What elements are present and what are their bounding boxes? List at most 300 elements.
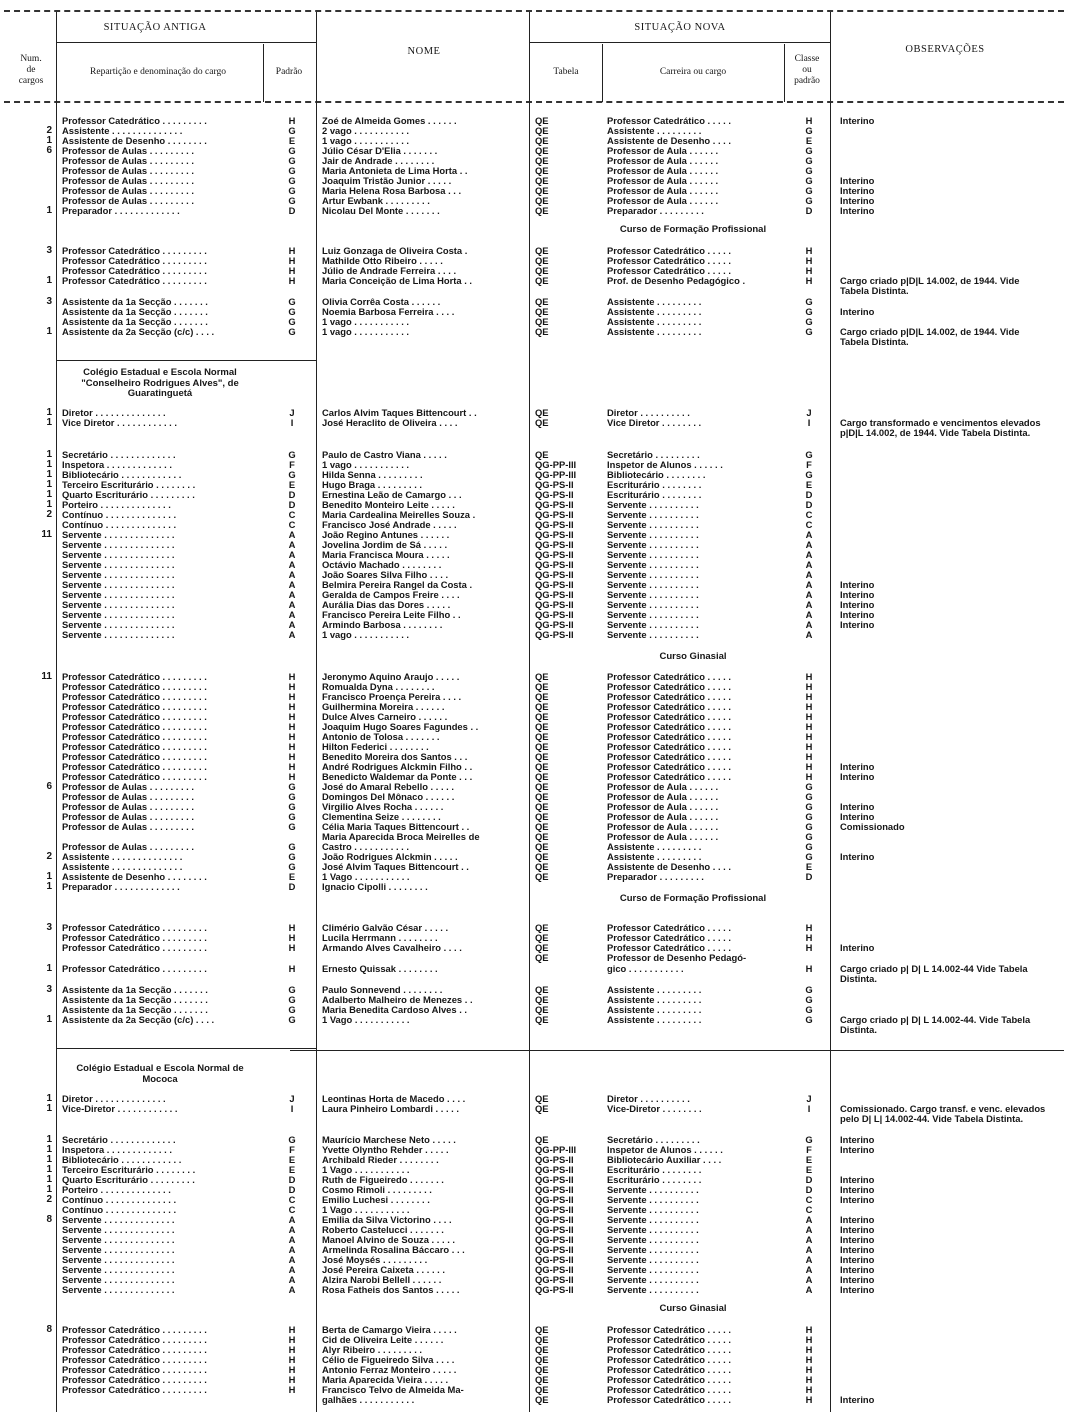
new-class: G xyxy=(805,156,813,166)
new-class: A xyxy=(805,580,813,590)
row-count: 6 xyxy=(46,146,52,156)
old-grade: H xyxy=(288,1335,296,1345)
observation: Interino xyxy=(840,1245,875,1255)
new-position: Assistente . . . . . . . . . xyxy=(607,842,702,852)
observation: Interino xyxy=(840,762,875,772)
observation: Interino xyxy=(840,812,875,822)
table-code: QE xyxy=(535,812,549,822)
employee-name: Ernestina Leão de Camargo . . . xyxy=(322,490,462,500)
table-code: QG-PS-II xyxy=(535,620,574,630)
table-row xyxy=(0,266,1068,276)
employee-name: 1 vago . . . . . . . . . . . xyxy=(322,136,410,146)
employee-name: Francisco Pereira Leite Filho . . xyxy=(322,610,461,620)
old-position: Professor Catedrático . . . . . . . . . xyxy=(62,943,207,953)
table-row xyxy=(0,1165,1068,1175)
table-row xyxy=(0,742,1068,752)
table-code: QE xyxy=(535,772,549,782)
row-count: 3 xyxy=(46,246,52,256)
old-grade: D xyxy=(288,1175,296,1185)
row-count: 1 xyxy=(46,136,52,146)
employee-name: galhães . . . . . . . . . . . xyxy=(322,1395,415,1405)
table-row xyxy=(0,1135,1068,1145)
new-class: H xyxy=(805,712,813,722)
new-class: G xyxy=(805,186,813,196)
new-class: A xyxy=(805,530,813,540)
old-position: Professor Catedrático . . . . . . . . . xyxy=(62,256,207,266)
employee-name: Armando Alves Cavalheiro . . . . xyxy=(322,943,462,953)
heading-curso-formacao-1: Curso de Formação Profissional xyxy=(619,224,767,235)
table-code: QE xyxy=(535,317,549,327)
old-position: Contínuo . . . . . . . . . . . . . . xyxy=(62,520,177,530)
observation: Interino xyxy=(840,1195,875,1205)
old-position: Professor Catedrático . . . . . . . . . xyxy=(62,276,207,286)
old-position: Professor de Aulas . . . . . . . . . xyxy=(62,166,194,176)
employee-name: Paulo Sonnevend . . . . . . . . xyxy=(322,985,443,995)
new-class: C xyxy=(805,1205,813,1215)
employee-name: Maria Conceição de Lima Horta . . xyxy=(322,276,473,286)
new-position: Servente . . . . . . . . . . xyxy=(607,540,699,550)
table-code: QE xyxy=(535,682,549,692)
table-code: QE xyxy=(535,923,549,933)
table-row xyxy=(0,762,1068,772)
row-count: 1 xyxy=(46,418,52,428)
table-code: QG-PS-II xyxy=(535,1155,574,1165)
table-row xyxy=(0,1225,1068,1235)
new-class: G xyxy=(805,802,813,812)
observation: Interino xyxy=(840,852,875,862)
row-count: 1 xyxy=(46,470,52,480)
old-position: Professor de Aulas . . . . . . . . . xyxy=(62,842,194,852)
table-row xyxy=(0,206,1068,216)
table-code: QE xyxy=(535,116,549,126)
old-position: Assistente da 1a Secção . . . . . . . xyxy=(62,307,208,317)
table-code: QE xyxy=(535,146,549,156)
old-position: Contínuo . . . . . . . . . . . . . . xyxy=(62,1195,177,1205)
new-position: Professor Catedrático . . . . . xyxy=(607,672,731,682)
table-code: QG-PS-II xyxy=(535,540,574,550)
new-position: Professor de Aula . . . . . . xyxy=(607,782,719,792)
table-code: QE xyxy=(535,1325,549,1335)
observation: Interino xyxy=(840,1215,875,1225)
table-row xyxy=(0,832,1068,842)
table-row xyxy=(0,1104,1068,1124)
old-position: Professor Catedrático . . . . . . . . . xyxy=(62,672,207,682)
new-position: Diretor . . . . . . . . . . xyxy=(607,408,690,418)
table-row xyxy=(0,610,1068,620)
new-class: H xyxy=(805,1355,813,1365)
old-grade: I xyxy=(290,418,294,428)
new-class: H xyxy=(805,1325,813,1335)
new-position: Professor Catedrático . . . . . xyxy=(607,1385,731,1395)
employee-name: Ernesto Quissak . . . . . . . . xyxy=(322,964,438,974)
old-grade: D xyxy=(288,500,296,510)
table-row xyxy=(0,327,1068,347)
table-row xyxy=(0,722,1068,732)
old-grade: G xyxy=(288,166,296,176)
table-row xyxy=(0,297,1068,307)
heading-curso-ginasial-2: Curso Ginasial xyxy=(659,1303,727,1314)
old-position: Assistente . . . . . . . . . . . . . . xyxy=(62,852,183,862)
employee-name: José Moysés . . . . . . . . . xyxy=(322,1255,428,1265)
old-position: Professor de Aulas . . . . . . . . . xyxy=(62,812,194,822)
table-code: QG-PS-II xyxy=(535,1235,574,1245)
observation: Cargo criado p|D|L 14.002, de 1944. Vide Tabela Distinta. xyxy=(840,276,1020,296)
old-grade: H xyxy=(288,722,296,732)
employee-name: Júlio César D'Elia . . . . . . . xyxy=(322,146,438,156)
old-grade: G xyxy=(288,782,296,792)
old-position: Professor Catedrático . . . . . . . . . xyxy=(62,923,207,933)
new-position: Assistente . . . . . . . . . xyxy=(607,852,702,862)
old-grade: E xyxy=(288,1165,296,1175)
row-count: 2 xyxy=(46,1195,52,1205)
new-position: Assistente . . . . . . . . . xyxy=(607,985,702,995)
new-class: G xyxy=(805,317,813,327)
new-class: H xyxy=(805,762,813,772)
table-row xyxy=(0,1355,1068,1365)
table-code: QG-PS-II xyxy=(535,1245,574,1255)
employee-name: Alyr Ribeiro . . . . . . . . . xyxy=(322,1345,423,1355)
old-grade: H xyxy=(288,116,296,126)
employee-name: Célia Maria Taques Bittencourt . . xyxy=(322,822,470,832)
table-row xyxy=(0,702,1068,712)
table-row xyxy=(0,520,1068,530)
new-class: G xyxy=(805,450,813,460)
table-code: QE xyxy=(535,266,549,276)
new-class: A xyxy=(805,620,813,630)
old-position: Servente . . . . . . . . . . . . . . xyxy=(62,1285,175,1295)
old-position: Servente . . . . . . . . . . . . . . xyxy=(62,1245,175,1255)
row-count: 11 xyxy=(41,530,52,540)
table-row xyxy=(0,872,1068,882)
observation: Interino xyxy=(840,176,875,186)
new-position: Professor Catedrático . . . . . xyxy=(607,1345,731,1355)
observation: Interino xyxy=(840,196,875,206)
table-row xyxy=(0,812,1068,822)
old-position: Servente . . . . . . . . . . . . . . xyxy=(62,630,175,640)
old-position: Professor Catedrático . . . . . . . . . xyxy=(62,712,207,722)
employee-name: 1 vago . . . . . . . . . . . xyxy=(322,317,410,327)
old-grade: E xyxy=(288,872,296,882)
new-class: J xyxy=(806,1094,812,1104)
table-row xyxy=(0,1385,1068,1395)
row-count: 1 xyxy=(46,490,52,500)
new-class: H xyxy=(805,246,813,256)
row-count: 1 xyxy=(46,276,52,286)
new-class: E xyxy=(805,1155,813,1165)
table-code: QG-PS-II xyxy=(535,1225,574,1235)
old-position: Porteiro . . . . . . . . . . . . . . xyxy=(62,1185,171,1195)
old-position: Professor Catedrático . . . . . . . . . xyxy=(62,964,207,974)
table-code: QG-PP-III xyxy=(535,1145,577,1155)
new-position: Professor Catedrático . . . . . xyxy=(607,1395,731,1405)
employee-name: Ruth de Figueiredo . . . . . . . xyxy=(322,1175,444,1185)
new-position: Professor Catedrático . . . . . xyxy=(607,1325,731,1335)
new-class: G xyxy=(805,327,813,337)
row-count: 3 xyxy=(46,923,52,933)
table-code: QG-PS-II xyxy=(535,550,574,560)
row-count: 1 xyxy=(46,480,52,490)
employee-name: José Heraclito de Oliveira . . . . xyxy=(322,418,458,428)
old-grade: H xyxy=(288,1365,296,1375)
employee-name: Guilhermina Moreira . . . . . . xyxy=(322,702,445,712)
table-row xyxy=(0,822,1068,832)
table-code: QE xyxy=(535,712,549,722)
old-position: Servente . . . . . . . . . . . . . . xyxy=(62,600,175,610)
new-position: Professor Catedrático . . . . . xyxy=(607,712,731,722)
old-position: Professor Catedrático . . . . . . . . . xyxy=(62,742,207,752)
old-position: Diretor . . . . . . . . . . . . . . xyxy=(62,408,166,418)
table-code: QE xyxy=(535,822,549,832)
table-code: QE xyxy=(535,1135,549,1145)
old-grade: G xyxy=(288,985,296,995)
old-grade: A xyxy=(288,1215,296,1225)
old-position: Servente . . . . . . . . . . . . . . xyxy=(62,610,175,620)
table-row xyxy=(0,418,1068,438)
new-position: Servente . . . . . . . . . . xyxy=(607,1185,699,1195)
observation: Interino xyxy=(840,1225,875,1235)
old-grade: H xyxy=(288,692,296,702)
table-code: QE xyxy=(535,802,549,812)
heading-curso-ginasial-1: Curso Ginasial xyxy=(659,651,727,662)
new-position: Professor de Aula . . . . . . xyxy=(607,792,719,802)
new-class: H xyxy=(805,1365,813,1375)
table-row xyxy=(0,620,1068,630)
row-count: 1 xyxy=(46,1175,52,1185)
table-row xyxy=(0,964,1068,984)
employee-name: Zoé de Almeida Gomes . . . . . . xyxy=(322,116,457,126)
new-class: A xyxy=(805,600,813,610)
new-class: G xyxy=(805,196,813,206)
old-grade: J xyxy=(289,1094,295,1104)
old-grade: A xyxy=(288,1265,296,1275)
new-position: Assistente . . . . . . . . . xyxy=(607,297,702,307)
table-code: QG-PS-II xyxy=(535,600,574,610)
old-grade: A xyxy=(288,630,296,640)
employee-name: Geralda de Campos Freire . . . . xyxy=(322,590,460,600)
old-position: Professor Catedrático . . . . . . . . . xyxy=(62,1375,207,1385)
row-count: 2 xyxy=(46,510,52,520)
header-situacao-nova: SITUAÇÃO NOVA xyxy=(634,22,726,33)
new-class: A xyxy=(805,1265,813,1275)
new-position: Secretário . . . . . . . . . xyxy=(607,1135,700,1145)
table-code: QE xyxy=(535,732,549,742)
employee-name: Nicolau Del Monte . . . . . . . xyxy=(322,206,440,216)
employee-name: 2 vago . . . . . . . . . . . xyxy=(322,126,410,136)
old-grade: H xyxy=(288,672,296,682)
old-grade: E xyxy=(288,136,296,146)
old-grade: H xyxy=(288,964,296,974)
employee-name: Dulce Alves Carneiro . . . . . . xyxy=(322,712,448,722)
new-class: H xyxy=(805,772,813,782)
table-row xyxy=(0,862,1068,872)
new-position: Professor Catedrático . . . . . xyxy=(607,923,731,933)
table-row xyxy=(0,550,1068,560)
employee-name: Manoel Alvino de Souza . . . . . xyxy=(322,1235,456,1245)
old-grade: H xyxy=(288,1385,296,1395)
employee-name: Benedito Moreira dos Santos . . . xyxy=(322,752,468,762)
new-position: Professor Catedrático . . . . . xyxy=(607,762,731,772)
old-grade: G xyxy=(288,297,296,307)
table-code: QE xyxy=(535,1094,549,1104)
new-class: H xyxy=(805,933,813,943)
row-count: 1 xyxy=(46,206,52,216)
observation: Interino xyxy=(840,620,875,630)
table-row xyxy=(0,1215,1068,1225)
new-class: I xyxy=(807,418,811,428)
new-position: Servente . . . . . . . . . . xyxy=(607,580,699,590)
new-position: Servente . . . . . . . . . . xyxy=(607,620,699,630)
observation: Interino xyxy=(840,1265,875,1275)
new-class: H xyxy=(805,116,813,126)
old-position: Professor Catedrático . . . . . . . . . xyxy=(62,682,207,692)
new-position: Bibliotecário . . . . . . . . xyxy=(607,470,706,480)
new-class: G xyxy=(805,126,813,136)
old-position: Professor Catedrático . . . . . . . . . xyxy=(62,1385,207,1395)
employee-name: Hilda Senna . . . . . . . . . xyxy=(322,470,423,480)
new-position: Servente . . . . . . . . . . xyxy=(607,1245,699,1255)
old-position: Inspetora . . . . . . . . . . . . . xyxy=(62,460,172,470)
employee-name: Benedito Monteiro Leite . . . . . xyxy=(322,500,455,510)
employee-name: Maria Aparecida Vieira . . . . . xyxy=(322,1375,449,1385)
old-position: Assistente . . . . . . . . . . . . . . xyxy=(62,126,183,136)
new-position: Assistente . . . . . . . . . xyxy=(607,1005,702,1015)
new-position: Vice-Diretor . . . . . . . . xyxy=(607,1104,702,1114)
header-carreira: Carreira ou cargo xyxy=(659,67,727,77)
new-class: H xyxy=(805,682,813,692)
new-position: Professor de Aula . . . . . . xyxy=(607,812,719,822)
old-position: Terceiro Escriturário . . . . . . . . xyxy=(62,1165,196,1175)
table-row xyxy=(0,600,1068,610)
new-position: Escriturário . . . . . . . . xyxy=(607,480,702,490)
table-row xyxy=(0,560,1068,570)
old-position: Professor Catedrático . . . . . . . . . xyxy=(62,752,207,762)
row-count: 1 xyxy=(46,1165,52,1175)
row-count: 1 xyxy=(46,450,52,460)
new-class: H xyxy=(805,964,813,974)
table-row xyxy=(0,943,1068,953)
old-position: Servente . . . . . . . . . . . . . . xyxy=(62,1255,175,1265)
old-grade: A xyxy=(288,610,296,620)
table-row xyxy=(0,953,1068,963)
new-position: Professor Catedrático . . . . . xyxy=(607,702,731,712)
table-code: QE xyxy=(535,276,549,286)
old-grade: H xyxy=(288,762,296,772)
new-class: G xyxy=(805,782,813,792)
new-position: Servente . . . . . . . . . . xyxy=(607,550,699,560)
table-row xyxy=(0,842,1068,852)
new-class: G xyxy=(805,307,813,317)
new-position: Inspetor de Alunos . . . . . . xyxy=(607,1145,723,1155)
table-row xyxy=(0,116,1068,126)
new-class: G xyxy=(805,146,813,156)
new-class: G xyxy=(805,470,813,480)
old-grade: D xyxy=(288,206,296,216)
table-code: QE xyxy=(535,327,549,337)
table-row xyxy=(0,186,1068,196)
new-position: Professor Catedrático . . . . . xyxy=(607,682,731,692)
table-code: QG-PS-II xyxy=(535,1275,574,1285)
old-grade: G xyxy=(288,1015,296,1025)
new-position: Escriturário . . . . . . . . xyxy=(607,490,702,500)
employee-name: 1 Vago . . . . . . . . . . . xyxy=(322,1015,410,1025)
table-row xyxy=(0,792,1068,802)
old-position: Professor Catedrático . . . . . . . . . xyxy=(62,762,207,772)
employee-name: André Rodrigues Alckmin Filho . . xyxy=(322,762,473,772)
table-row xyxy=(0,1255,1068,1265)
new-class: D xyxy=(805,500,813,510)
employee-name: 1 vago . . . . . . . . . . . xyxy=(322,630,410,640)
old-position: Professor de Aulas . . . . . . . . . xyxy=(62,196,194,206)
old-position: Servente . . . . . . . . . . . . . . xyxy=(62,550,175,560)
table-code: QE xyxy=(535,1005,549,1015)
old-position: Professor Catedrático . . . . . . . . . xyxy=(62,692,207,702)
table-row xyxy=(0,1395,1068,1405)
table-row xyxy=(0,480,1068,490)
new-class: E xyxy=(805,862,813,872)
new-class: A xyxy=(805,1225,813,1235)
old-grade: G xyxy=(288,792,296,802)
employee-name: Belmira Pereira Rangel da Costa . xyxy=(322,580,473,590)
old-position: Assistente da 2a Secção (c/c) . . . . xyxy=(62,1015,215,1025)
table-code: QG-PS-II xyxy=(535,1265,574,1275)
new-class: A xyxy=(805,1255,813,1265)
table-row xyxy=(0,782,1068,792)
table-code: QG-PS-II xyxy=(535,480,574,490)
new-class: A xyxy=(805,570,813,580)
table-code: QE xyxy=(535,792,549,802)
old-grade: C xyxy=(288,1205,296,1215)
new-class: G xyxy=(805,995,813,1005)
new-position: Professor Catedrático . . . . . xyxy=(607,1355,731,1365)
old-grade: H xyxy=(288,772,296,782)
observation: Interino xyxy=(840,610,875,620)
table-row xyxy=(0,1275,1068,1285)
table-code: QG-PP-III xyxy=(535,470,577,480)
table-code: QE xyxy=(535,307,549,317)
new-position: Professor Catedrático . . . . . xyxy=(607,256,731,266)
old-position: Professor Catedrático . . . . . . . . . xyxy=(62,1335,207,1345)
employee-name: Armindo Barbosa . . . . . . . . xyxy=(322,620,443,630)
old-position: Professor Catedrático . . . . . . . . . xyxy=(62,732,207,742)
new-position: Vice Diretor . . . . . . . . xyxy=(607,418,702,428)
employee-name: Yvette Olyntho Rehder . . . . . xyxy=(322,1145,449,1155)
table-row xyxy=(0,530,1068,540)
new-position: Assistente de Desenho . . . . xyxy=(607,136,731,146)
new-position: Professor de Aula . . . . . . xyxy=(607,156,719,166)
old-position: Assistente . . . . . . . . . . . . . . xyxy=(62,862,183,872)
old-grade: G xyxy=(288,450,296,460)
employee-name: Clementina Seize . . . . . . . . xyxy=(322,812,441,822)
old-position: Servente . . . . . . . . . . . . . . xyxy=(62,580,175,590)
employee-name: João Soares Silva Filho . . . . xyxy=(322,570,449,580)
table-code: QE xyxy=(535,450,549,460)
observation: Interino xyxy=(840,600,875,610)
table-row xyxy=(0,802,1068,812)
old-grade: G xyxy=(288,196,296,206)
table-row xyxy=(0,540,1068,550)
row-count: 6 xyxy=(46,782,52,792)
new-class: A xyxy=(805,1215,813,1225)
table-code: QE xyxy=(535,943,549,953)
table-code: QG-PS-II xyxy=(535,1255,574,1265)
observation: Interino xyxy=(840,1135,875,1145)
employee-name: Octávio Machado . . . . . . . . xyxy=(322,560,442,570)
old-grade: G xyxy=(288,156,296,166)
employee-name: Archibald Rieder . . . . . . . . xyxy=(322,1155,439,1165)
old-position: Professor Catedrático . . . . . . . . . xyxy=(62,772,207,782)
old-grade: G xyxy=(288,842,296,852)
old-position: Assistente da 1a Secção . . . . . . . xyxy=(62,317,208,327)
